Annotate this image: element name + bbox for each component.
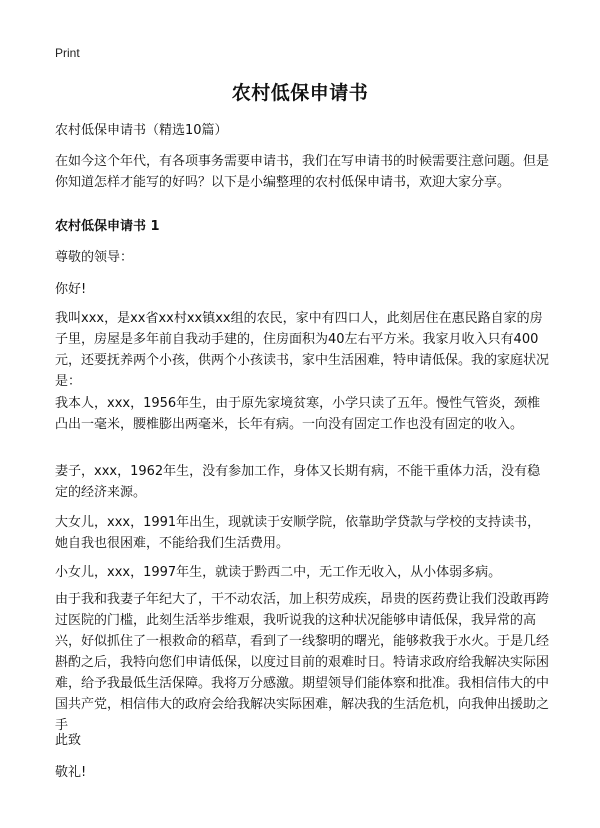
closing-line-2: 敬礼! — [55, 765, 87, 780]
document-subtitle: 农村低保申请书（精选10篇） — [55, 123, 228, 138]
body-paragraph-elder-daughter: 大女儿，xxx，1991年出生，现就读于安顺学院，依靠助学贷款与学校的支持读书，她自我也很困难，不能给我们生活费用。 — [55, 515, 541, 551]
document-title: 农村低保申请书 — [231, 82, 369, 104]
body-paragraph-request: 由于我和我妻子年纪大了，干不动农活，加上积劳成疾，昂贵的医药费让我们没敢再跨过医院的门槛，此刻生活举步维艰，我听说我的这种状况能够申请低保，我异常的高兴，好似抓住了一根救命的稻草，看到了一线黎明的曙光，能够救我于水火。于是几经斟酌之后，我特向您们申请低保，以度过目前的艰难时日。特请求政府给我解决实际困难，给予我最低生活保障。我将万分感激。期望领导们能体察和批准。我相信伟大的中国共产党，相信伟大的政府会给我解决实际困难，解决我的生活危机，向我伸出援助之手 — [55, 592, 550, 733]
section-heading: 农村低保申请书 1 — [55, 219, 160, 234]
body-paragraph-self: 我本人，xxx，1956年生，由于原先家境贫寒，小学只读了五年。慢性气管炎，颈椎凸出一毫米，腰椎膨出两毫米，长年有病。一向没有固定工作也没有固定的收入。 — [55, 396, 541, 432]
intro-paragraph: 在如今这个年代，有各项事务需要申请书，我们在写申请书的时候需要注意问题。但是你知道怎样才能写的好吗？以下是小编整理的农村低保申请书，欢迎大家分享。 — [55, 154, 550, 190]
body-paragraph-family: 我叫xxx，是xx省xx村xx镇xx组的农民，家中有四口人，此刻居住在惠民路自家的房子里，房屋是多年前自我动手建的，住房面积为40左右平方米。我家月收入只有400元，还要抚养两个小孩，供两个小孩读书，家中生活困难，特申请低保。我的家庭状况是： — [55, 311, 550, 389]
closing-line-1: 此致 — [55, 733, 82, 748]
body-paragraph-younger-daughter: 小女儿，xxx，1997年生，就读于黔西二中，无工作无收入，从小体弱多病。 — [55, 565, 502, 580]
print-link[interactable]: Print — [55, 46, 80, 60]
greeting: 你好! — [55, 282, 87, 297]
salutation: 尊敬的领导： — [55, 250, 134, 265]
body-paragraph-wife: 妻子，xxx，1962年生，没有参加工作，身体又长期有病，不能干重体力活，没有稳定的经济来源。 — [55, 464, 541, 500]
